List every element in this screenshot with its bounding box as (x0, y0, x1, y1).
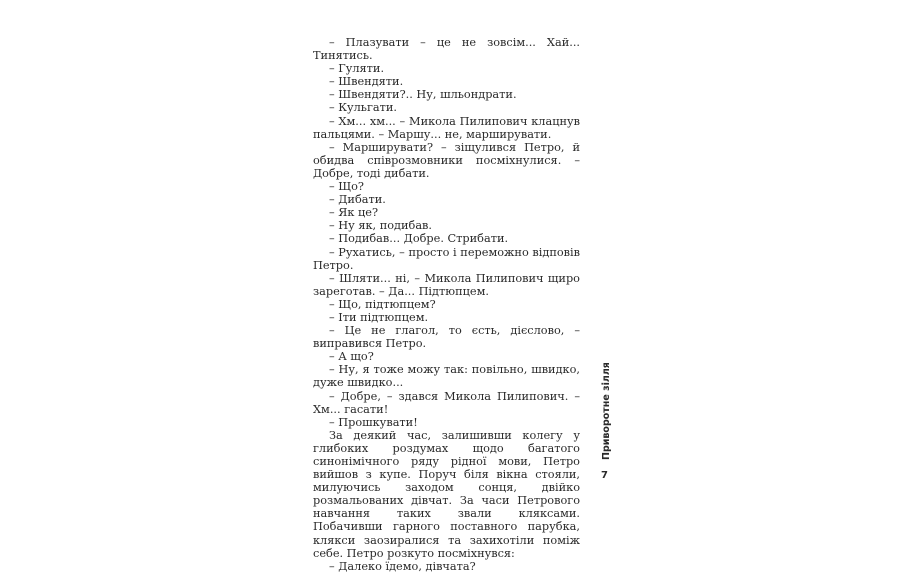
paragraph-17: – Це не глагол, то єсть, дієслово, – виправився Петро. (313, 324, 580, 351)
paragraph-9: – Дибати. (329, 193, 386, 207)
paragraph-14: – Шляти... ні, – Микола Пилипович щиро зареготав. – Да... Підтюпцем. (313, 271, 580, 298)
paragraph-21: – Прошкувати! (329, 415, 418, 429)
paragraph-19: – Ну, я тоже можу так: повільно, швидко, дуже швидко... (313, 363, 580, 390)
paragraph-2: – Гуляти. (329, 62, 385, 76)
paragraph-8: – Що? (329, 180, 364, 194)
paragraph-18: – А що? (329, 350, 374, 364)
page-text (313, 36, 580, 573)
paragraph-3: – Швендяти. (329, 75, 404, 89)
paragraph-22: За деякий час, залишивши колегу у глибоких роздумах щодо багатого синонімічного ряду рідної мови, Петро вийшов з купе. Поруч біля вікна стояли, милуючись заходом сонця, двійко розмальованих дівчат. За часи Петрового навчання таких звали кляксами. Побачивши гарного поставного парубка, клякси заозиралися та захихотіли поміж себе. Петро розкуто посміхнувся: (313, 428, 580, 560)
paragraph-23: – Далеко їдемо, дівчата? (329, 559, 476, 573)
paragraph-4: – Швендяти?.. Ну, шльондрати. (329, 88, 517, 102)
paragraph-5: – Кульгати. (329, 101, 397, 115)
page-number: 7 (601, 470, 608, 481)
paragraph-11: – Ну як, подибав. (329, 219, 433, 233)
paragraph-7: – Марширувати? – зіщулився Петро, й обидва співрозмовники посміхнулися. – Добре, тоді дибати. (313, 140, 580, 180)
running-title (601, 362, 613, 460)
paragraph-15: – Що, підтюпцем? (329, 297, 436, 311)
paragraph-16: – Іти підтюпцем. (329, 310, 429, 324)
running-title-text: Приворотне зілля (601, 362, 612, 460)
paragraph-6: – Хм... хм... – Микола Пилипович клацнув пальцями. – Маршу... не, марширувати. (313, 114, 580, 141)
paragraph-20: – Добре, – здався Микола Пилипович. – Хм... гасати! (313, 389, 580, 416)
paragraph-1: – Плазувати – це не зовсім... Хай... Тинятись. (313, 36, 580, 63)
paragraph-10: – Як це? (329, 206, 379, 220)
paragraph-13: – Рухатись, – просто і переможно відповів Петро. (313, 245, 580, 272)
paragraph-12: – Подибав... Добре. Стрибати. (329, 232, 509, 246)
